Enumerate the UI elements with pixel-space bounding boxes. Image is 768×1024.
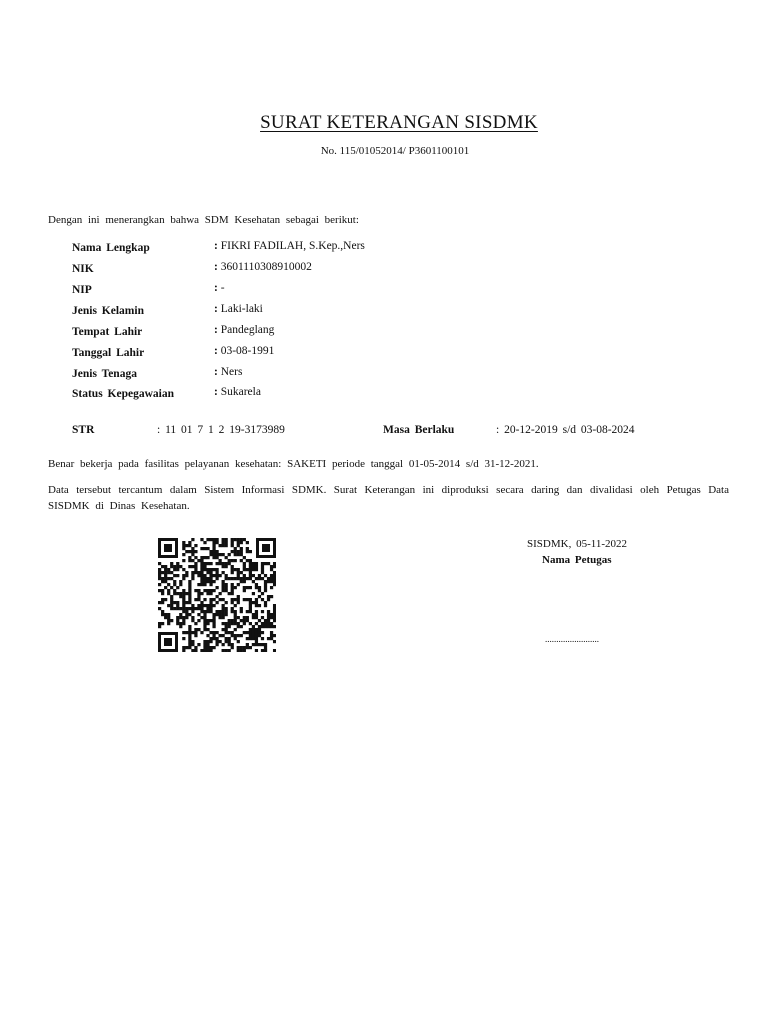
field-value: : Pandeglang [214, 324, 275, 336]
field-value: : Laki-laki [214, 303, 263, 315]
validation-statement: Data tersebut tercantum dalam Sistem Informasi SDMK. Surat Keterangan ini diproduksi secara daring dan divalidasi oleh Petugas Data SISDMK di Dinas Kesehatan. [48, 484, 729, 512]
str-row [72, 424, 732, 442]
field-label: Jenis Tenaga [72, 368, 137, 380]
signature-role: Nama Petugas [542, 554, 612, 566]
qr-code-icon [158, 538, 276, 652]
work-statement: Benar bekerja pada fasilitas pelayanan kesehatan: SAKETI periode tanggal 01-05-2014 s/d 31-12-2021. [48, 458, 539, 470]
document-number: No. 115/01052014/ P3601100101 [320, 145, 470, 157]
field-label: Nama Lengkap [72, 242, 150, 254]
masa-berlaku-label: Masa Berlaku [383, 424, 455, 436]
field-value: : 03-08-1991 [214, 345, 275, 357]
field-value: : - [214, 282, 225, 294]
field-label: Tanggal Lahir [72, 347, 145, 359]
field-value: : Sukarela [214, 386, 261, 398]
field-value: : 3601110308910002 [214, 261, 312, 273]
signature-line: ........................ [545, 634, 599, 644]
str-label: STR [72, 424, 95, 436]
field-label: Jenis Kelamin [72, 305, 144, 317]
field-label: Status Kepegawaian [72, 388, 174, 400]
masa-berlaku-value: : 20-12-2019 s/d 03-08-2024 [496, 424, 635, 436]
field-value: : Ners [214, 366, 243, 378]
field-value: : FIKRI FADILAH, S.Kep.,Ners [214, 240, 365, 252]
document-title: SURAT KETERANGAN SISDMK [260, 112, 538, 133]
str-value: : 11 01 7 1 2 19-3173989 [157, 424, 285, 436]
field-label: NIK [72, 263, 94, 275]
intro-text: Dengan ini menerangkan bahwa SDM Kesehatan sebagai berikut: [48, 214, 359, 226]
field-label: NIP [72, 284, 92, 296]
field-label: Tempat Lahir [72, 326, 143, 338]
signature-date: SISDMK, 05-11-2022 [527, 538, 627, 550]
